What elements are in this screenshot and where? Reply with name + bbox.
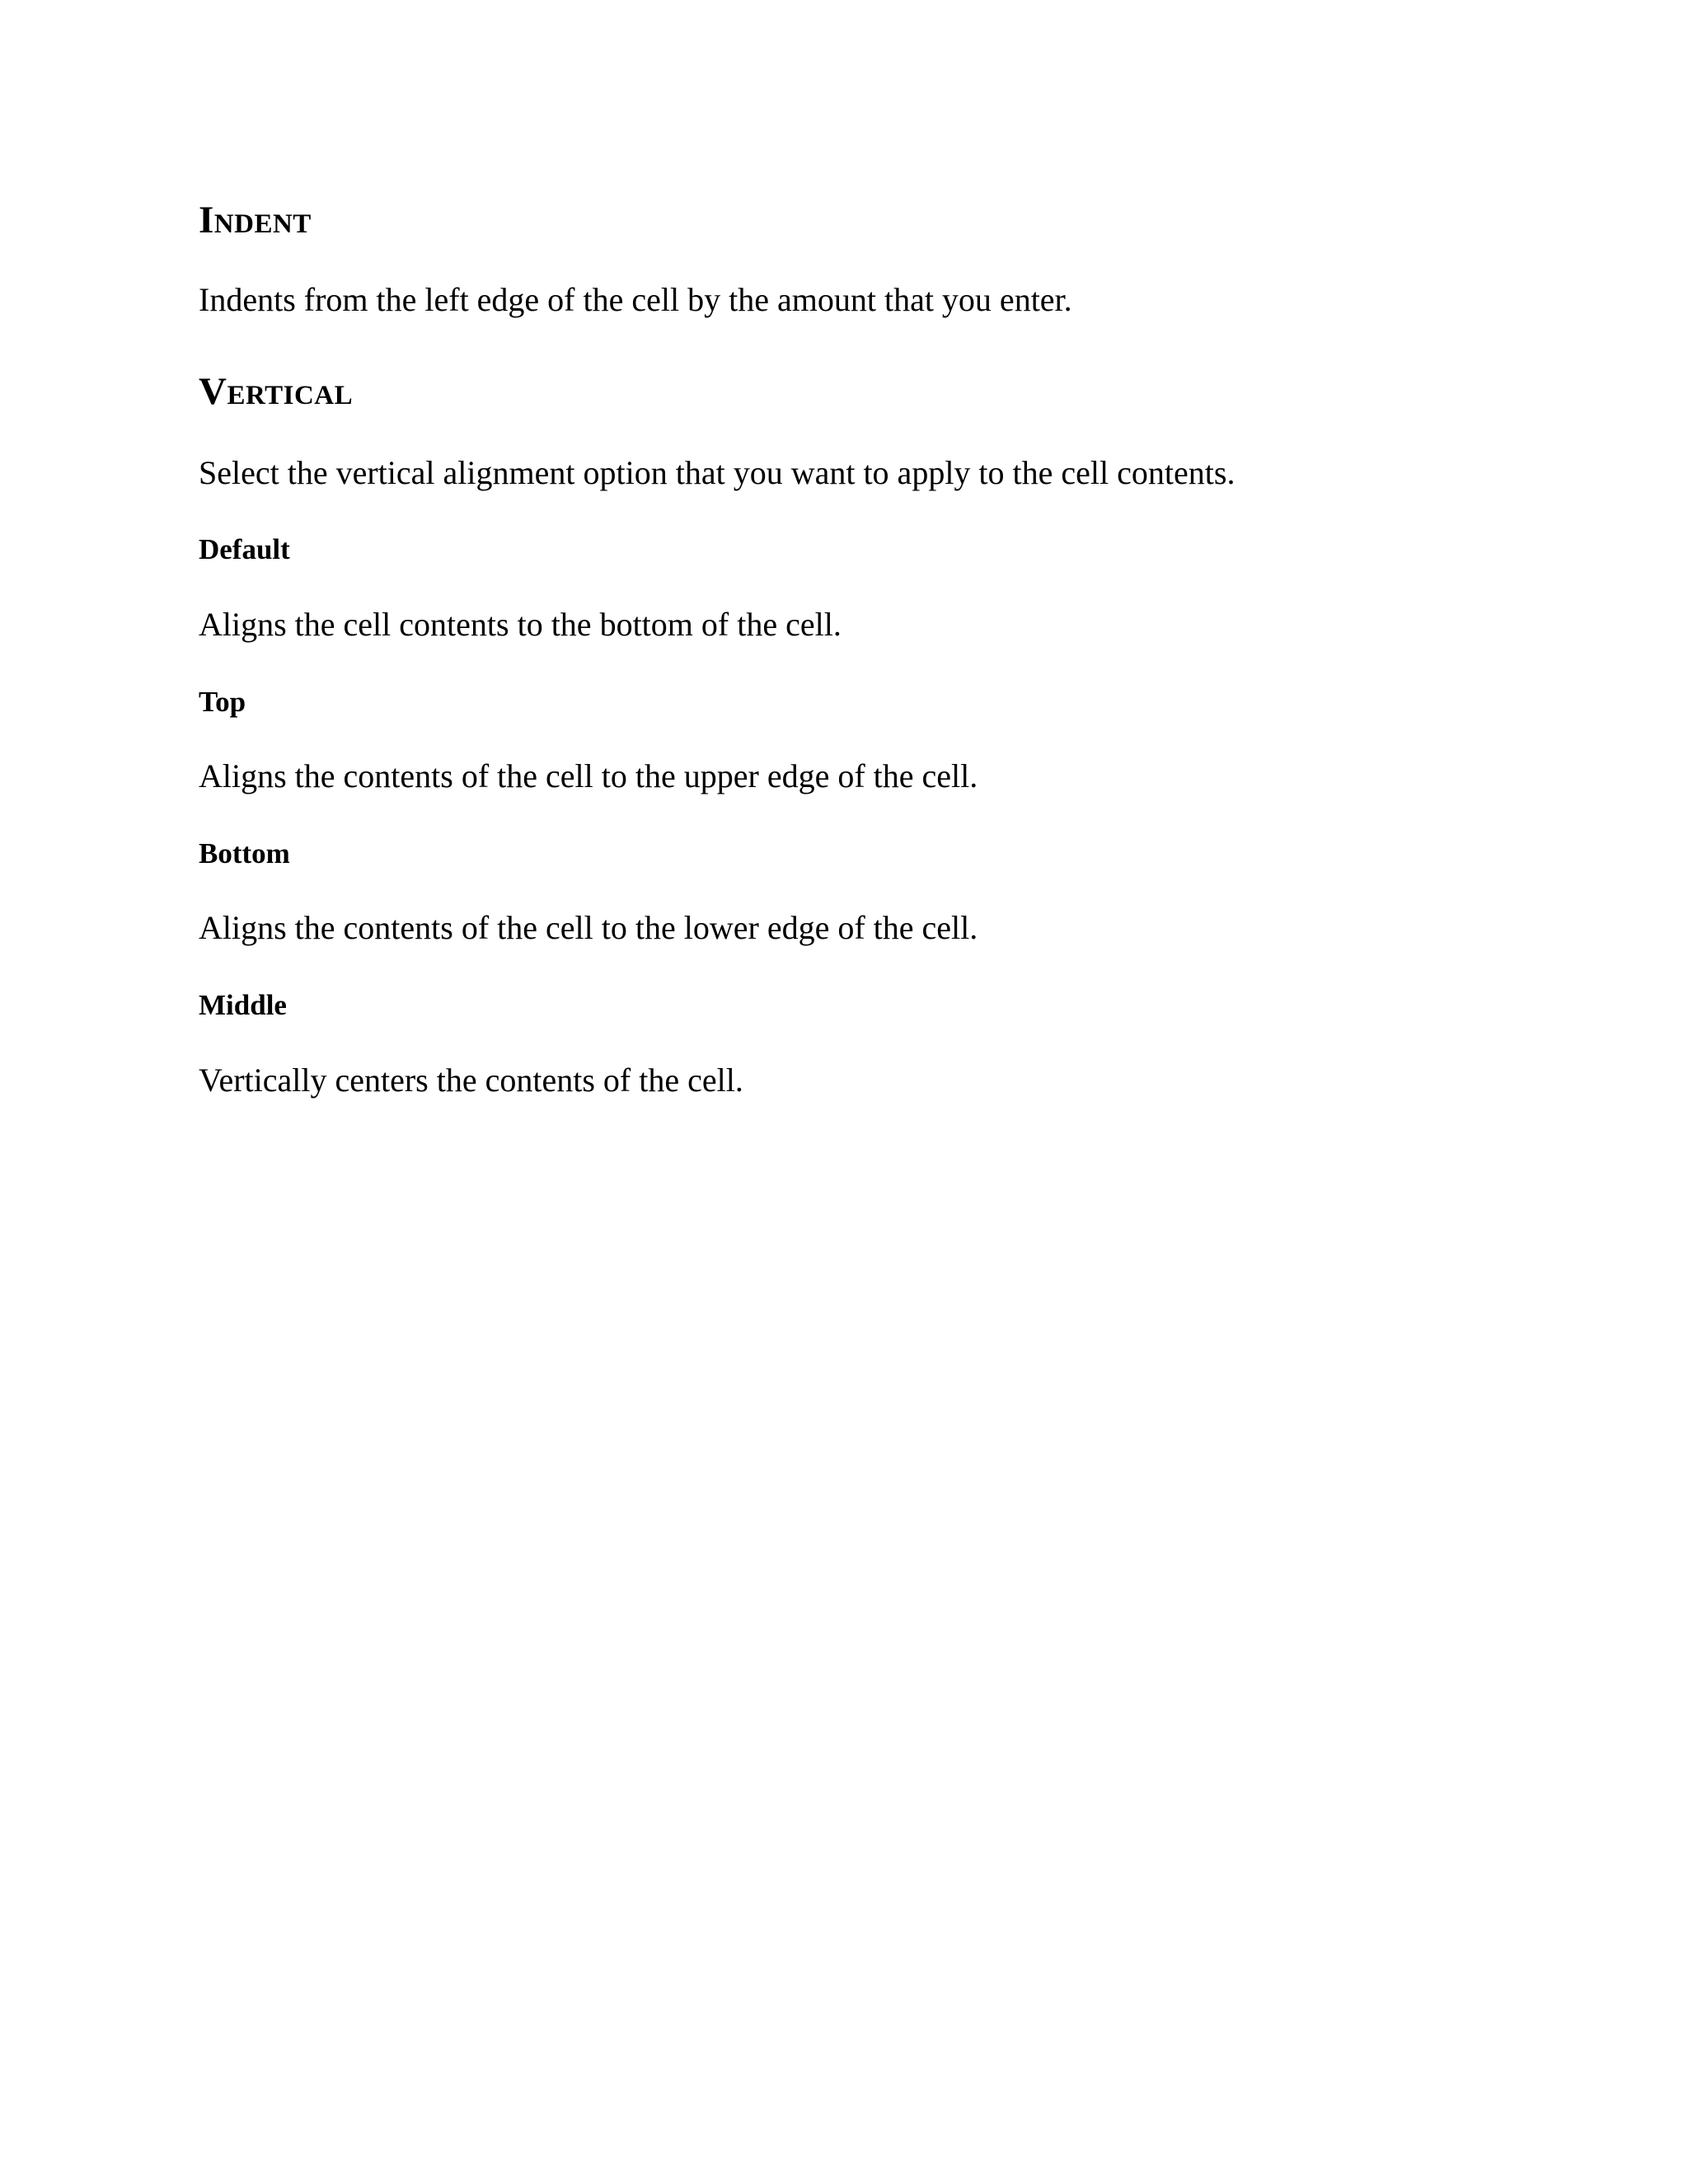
section-heading-indent: Indent: [199, 199, 312, 241]
section-heading-vertical: Vertical: [199, 370, 354, 413]
option-label-middle: Middle: [199, 989, 287, 1021]
option-label-top: Top: [199, 686, 246, 718]
option-description-default: Aligns the cell contents to the bottom of the cell.: [199, 606, 842, 643]
indent-description: Indents from the left edge of the cell by the amount that you enter.: [199, 281, 1072, 318]
vertical-description: Select the vertical alignment option that you want to apply to the cell contents.: [199, 454, 1236, 491]
option-description-top: Aligns the contents of the cell to the upper edge of the cell.: [199, 757, 978, 794]
option-label-bottom: Bottom: [199, 837, 290, 869]
option-label-default: Default: [199, 533, 290, 565]
option-description-middle: Vertically centers the contents of the cell.: [199, 1062, 743, 1099]
option-description-bottom: Aligns the contents of the cell to the lower edge of the cell.: [199, 909, 978, 946]
